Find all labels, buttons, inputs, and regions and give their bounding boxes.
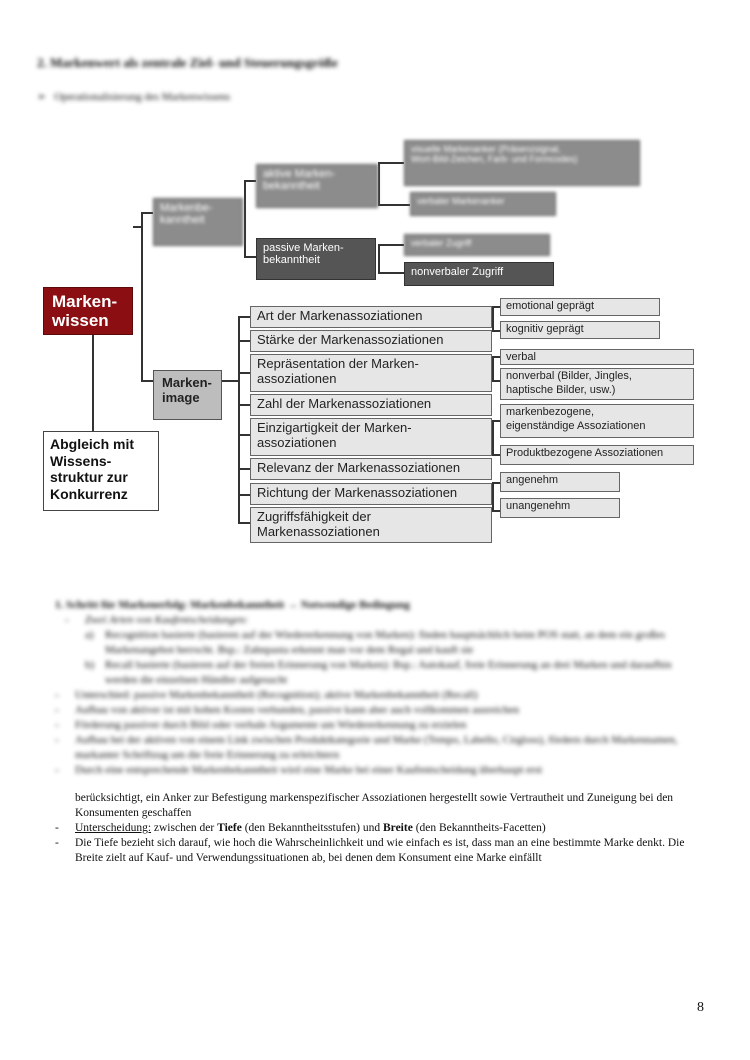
sub-intro: Zwei Arten von Kaufentscheidungen: [85,614,249,626]
step-heading: 1. Schritt für Markenerfolg: Markenbekanntheit → Notwendige Bedingung [55,599,410,611]
tiefe-term: Tiefe [217,822,242,834]
subheading-text: Operationalisierung des Markenwissens [54,91,231,103]
passive-markenbekanntheit-box: passive Marken- bekanntheit [256,238,376,280]
list-text-a: Recognition basierte (basieren auf der Wiedererkennung von Marken): finden hauptsächlich beim POS statt, an dem ein großes Markenangebot herrscht. Bsp.: Zahnpasta erkennt man vor dem Regal und kauft sie [105,629,665,656]
continuation-text: berücksichtigt, ein Anker zur Befestigung markenspezifischer Assoziationen hergestellt sowie Vertrautheit und Zuneigung bei den Konsumenten geschaffen [75,792,674,819]
emotional-box: emotional geprägt [500,298,660,316]
dimension-repraesentation: Repräsentation der Marken- assoziationen [250,354,492,392]
dash-bullet: - [55,837,59,849]
markenwissen-box: Marken- wissen [43,287,133,335]
markenbezogene-box: markenbezogene, eigenständige Assoziationen [500,404,694,438]
dimension-einzigartigkeit: Einzigartigkeit der Marken- assoziationen [250,418,492,456]
blurred-bullet-4: Aufbau bei der aktiven von einem Link zwischen Produktkategorie und Marke (Tempo, Labello, Cirgloss), fördern durch Markennamen, markanter Schriftzug um die freie Erinnerung zu erleichtern [75,734,678,761]
nonverbal-box: nonverbal (Bilder, Jingles, haptische Bilder, usw.) [500,368,694,400]
dash-bullet: - [55,822,59,834]
dimension-zugriffsfaehigkeit: Zugriffsfähigkeit der Markenassoziationen [250,507,492,543]
verbaler-zugriff-box: verbaler Zugriff [404,234,550,256]
dimension-zahl: Zahl der Markenassoziationen [250,394,492,416]
blurred-bullet-5: Durch eine entsprechende Markenbekanntheit wird eine Marke bei einer Kaufentscheidung überhaupt erst [75,764,543,776]
blurred-bullet-1: Unterschied: passive Markenbekanntheit (Recognition); aktive Markenbekanntheit (Recall) [75,689,478,701]
blurred-bullet-2: Aufbau von aktiver ist mit hohen Kosten verbunden, passive kann aber auch vollkommen ausreichen [75,704,520,716]
dimension-art: Art der Markenassoziationen [250,306,492,328]
visible-text-block [55,791,705,866]
markenimage-box: Marken- image [153,370,222,420]
page-heading: 2. Markenwert als zentrale Ziel- und Steuerungsgröße [37,55,338,70]
unterscheidung-label: Unterscheidung: [75,822,152,834]
page-number: 8 [697,1000,704,1015]
dash-bullet: - [65,614,69,626]
produktbezogene-box: Produktbezogene Assoziationen [500,445,694,465]
unangenehm-box: unangenehm [500,498,620,518]
markenbekanntheit-box: Markenbe- kanntheit [153,198,243,246]
blurred-text-block [55,598,705,778]
verbaler-markenanker-box: verbaler Markenanker [410,192,556,216]
dash-bullet: - [55,734,59,746]
nonverbaler-zugriff-box: nonverbaler Zugriff [404,262,554,286]
dimension-richtung: Richtung der Markenassoziationen [250,483,492,505]
dimension-staerke: Stärke der Markenassoziationen [250,330,492,352]
unterscheidung-text-1: zwischen der [151,822,218,834]
aktive-markenbekanntheit-box: aktive Marken- bekanntheit [256,164,378,208]
unterscheidung-text-2: (den Bekanntheitsstufen) und [241,822,383,834]
dash-bullet: - [55,719,59,731]
arrow-bullet-icon: ➢ [37,91,47,103]
abgleich-box: Abgleich mit Wissens- struktur zur Konkurrenz [43,431,159,511]
angenehm-box: angenehm [500,472,620,492]
list-label-b: b) [85,659,95,671]
visuelle-markenanker-box: visuelle Markenanker (Präsenzsignal, Wort-Bild-Zeichen, Farb- und Formcodes) [404,140,640,186]
list-label-a: a) [85,629,94,641]
unterscheidung-text-3: (den Bekanntheits-Facetten) [412,822,546,834]
blurred-bullet-3: Förderung passiver durch Bild oder verbale Argumente um Wiedererkennung zu erzielen [75,719,467,731]
dash-bullet: - [55,764,59,776]
tiefe-breite-text: Die Tiefe bezieht sich darauf, wie hoch die Wahrscheinlichkeit und wie einfach es ist, dass man an eine bestimmte Marke denkt. Die Breite zielt auf Kauf- und Verwendungssituationen ab, bei denen dem Konsument eine Marke einfällt [75,837,685,864]
dash-bullet: - [55,704,59,716]
verbal-box: verbal [500,349,694,365]
list-text-b: Recall basierte (basieren auf der freien Erinnerung von Marken): Bsp.: Autokauf, freie Erinnerung an drei Marken und daraufhin werden die einzelnen Händler aufgesucht [105,659,672,686]
dimension-relevanz: Relevanz der Markenassoziationen [250,458,492,480]
dash-bullet: - [55,689,59,701]
kognitiv-box: kognitiv geprägt [500,321,660,339]
breite-term: Breite [383,822,413,834]
